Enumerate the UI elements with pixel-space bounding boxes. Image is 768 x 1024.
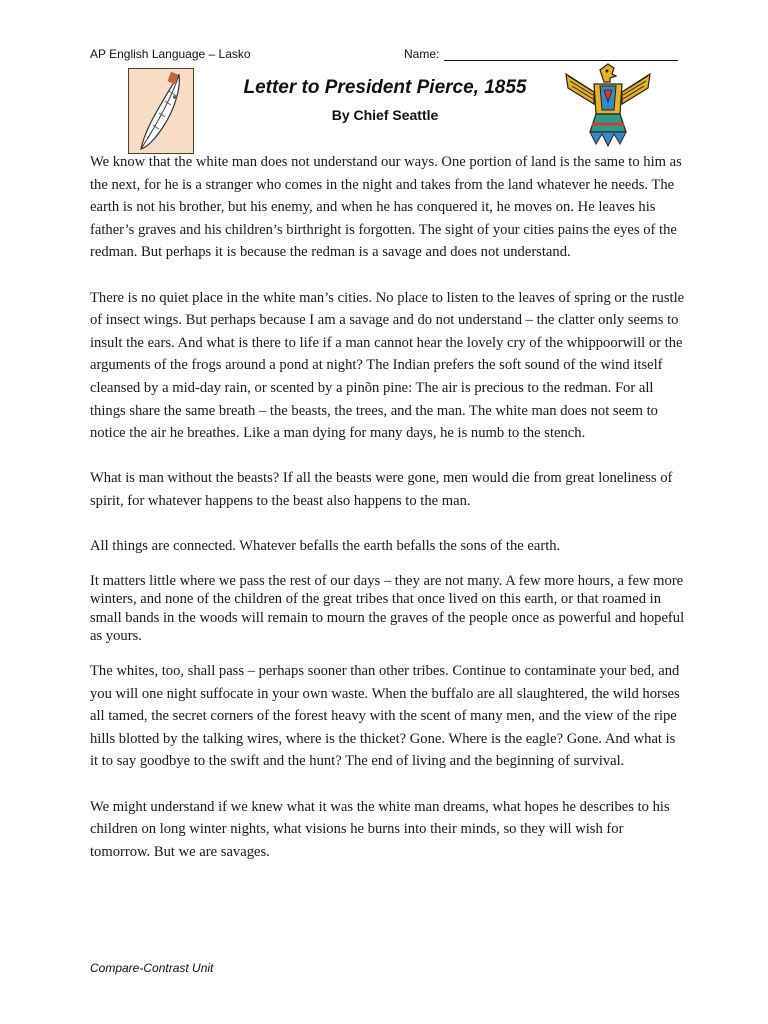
paragraph: We know that the white man does not understand our ways. One portion of land is the same to him as the next, for he is a stranger who comes in the night and takes from the land whatever he needs. The earth is not his brother, but his enemy, and when he has conquered it, he moves on. He leaves his father’s graves and his children’s birthright is forgotten. The sight of your cities pains the eyes of the redman. But perhaps it is because the redman is a savage and does not understand. xyxy=(90,154,682,261)
course-label: AP English Language – Lasko xyxy=(90,47,251,61)
document-title: Letter to President Pierce, 1855 xyxy=(243,77,527,98)
paragraph: We might understand if we knew what it was the white man dreams, what hopes he describes to his children on long winter nights, what visions he burns into their minds, so they will wish for tomorrow. But we are savages. xyxy=(90,798,670,860)
paragraph: The whites, too, shall pass – perhaps sooner than other tribes. Continue to contaminate your bed, and you will one night suffocate in your own waste. When the buffalo are all slaughtered, the wild horses all tamed, the secret corners of the forest heavy with the scent of many men, and the view of the ripe hills blotted by the talking wires, where is the thicket? Gone. Where is the eagle? Gone. And what is it to say goodbye to the swift and the hunt? The end of living and the beginning of survival. xyxy=(90,663,680,770)
paragraph: There is no quiet place in the white man’s cities. No place to listen to the leaves of spring or the rustle of insect wings. But perhaps because I am a savage and do not understand – the clatter only seems to insult the ears. And what is there to life if a man cannot hear the lovely cry of the whippoorwill or the arguments of the frogs around a pond at night? The Indian prefers the soft sound of the wind itself cleansed by a mid-day rain, or scented by a pinõn pine: The air is precious to the redman. For all things share the same breath – the beasts, the trees, and the man. The white man does not seem to notice the air he breathes. Like a man dying for many days, he is numb to the stench. xyxy=(90,289,685,442)
paragraph: It matters little where we pass the rest of our days – they are not many. A few more hours, a few more winters, and none of the children of the great tribes that once lived on this earth, or that roamed in small bands in the woods will remain to mourn the graves of the people once as powerful and hopeful as yours. xyxy=(90,572,685,645)
footer-label: Compare-Contrast Unit xyxy=(90,961,214,975)
paragraph: All things are connected. Whatever befalls the earth befalls the sons of the earth. xyxy=(90,538,561,555)
name-blank-line xyxy=(444,60,678,61)
thunderbird-icon xyxy=(564,62,652,150)
letter-body xyxy=(90,151,686,886)
document-byline: By Chief Seattle xyxy=(331,107,439,123)
name-label: Name: xyxy=(404,47,440,61)
paragraph: What is man without the beasts? If all the beasts were gone, men would die from great loneliness of spirit, for whatever happens to the beast also happens to the man. xyxy=(90,470,673,509)
